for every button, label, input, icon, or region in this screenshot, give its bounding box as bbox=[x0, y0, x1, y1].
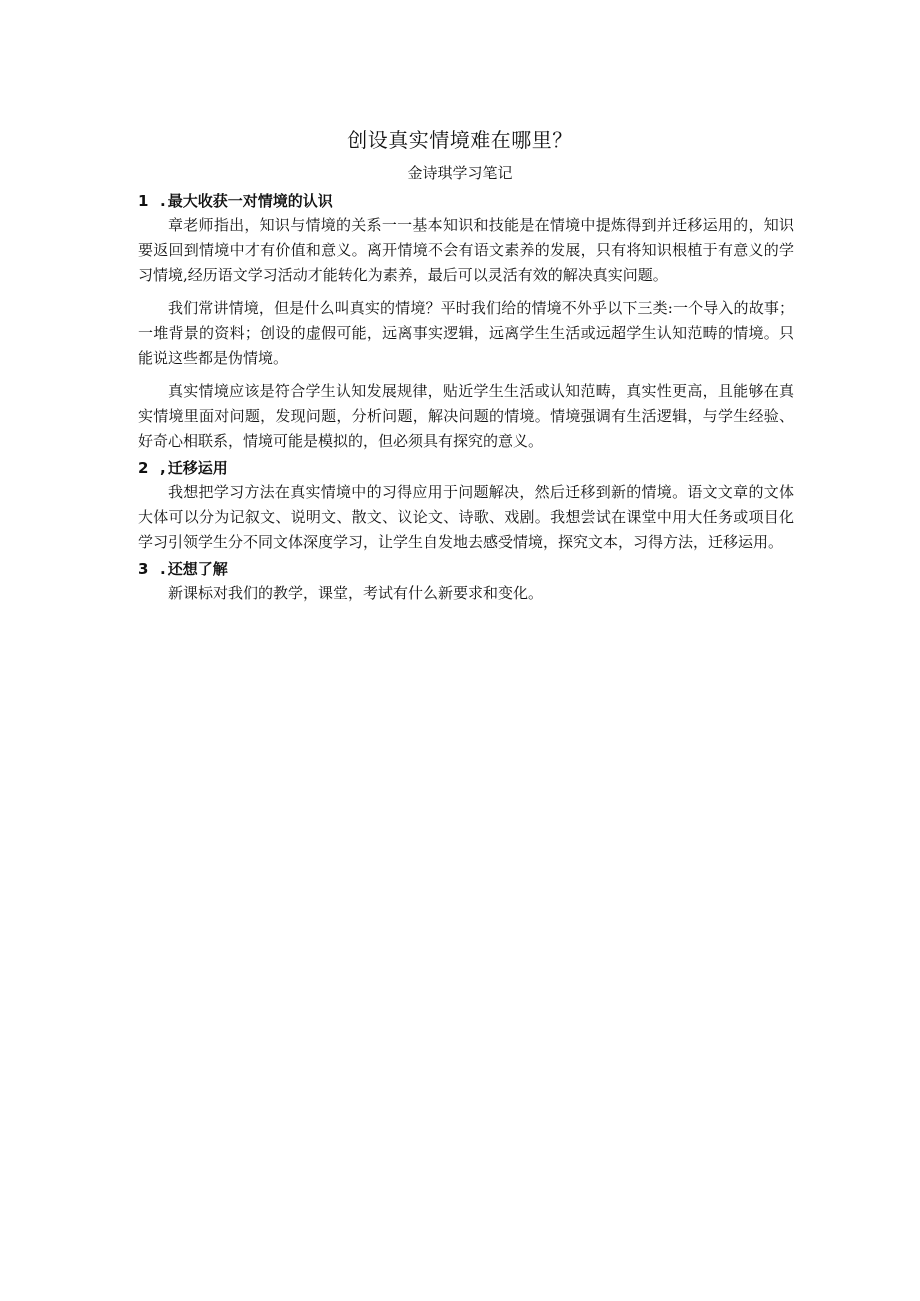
section-2-heading bbox=[138, 456, 794, 480]
document-body bbox=[138, 189, 794, 614]
section-2-separator: , bbox=[160, 459, 166, 477]
section-3-paragraph-1: 新课标对我们的教学，课堂，考试有什么新要求和变化。 bbox=[168, 584, 544, 602]
section-3-title: 还想了解 bbox=[167, 560, 228, 578]
section-1-paragraph-2: 我们常讲情境，但是什么叫真实的情境？平时我们给的情境不外乎以下三类:一个导入的故事；一堆背景的资料；创设的虚假可能，远离事实逻辑，远离学生生活或远超学生认知范畴的情境。只能说这些都是伪情境。 bbox=[138, 299, 794, 367]
section-2-number: 2 bbox=[138, 459, 149, 477]
section-1-separator: . bbox=[160, 192, 166, 210]
section-2-paragraph-1: 我想把学习方法在真实情境中的习得应用于问题解决，然后迁移到新的情境。语文文章的文体大体可以分为记叙文、说明文、散文、议论文、诗歌、戏剧。我想尝试在课堂中用大任务或项目化学习引领学生分不同文体深度学习，让学生自发地去感受情境，探究文本，习得方法，迁移运用。 bbox=[138, 483, 794, 551]
document-title: 创设真实情境难在哪里？ bbox=[347, 128, 573, 152]
section-3-heading bbox=[138, 557, 794, 581]
section-1-number: 1 bbox=[138, 192, 149, 210]
section-1-paragraph-1: 章老师指出，知识与情境的关系一一基本知识和技能是在情境中提炼得到并迁移运用的，知识要返回到情境中才有价值和意义。离开情境不会有语文素养的发展，只有将知识根植于有意义的学习情境,经历语文学习活动才能转化为素养，最后可以灵活有效的解决真实问题。 bbox=[138, 216, 794, 284]
document-author: 金诗琪学习笔记 bbox=[407, 164, 513, 182]
section-3-separator: . bbox=[160, 560, 166, 578]
section-1-paragraph-3: 真实情境应该是符合学生认知发展规律，贴近学生生活或认知范畴，真实性更高，且能够在真实情境里面对问题，发现问题，分析问题，解决问题的情境。情境强调有生活逻辑，与学生经验、好奇心相联系，情境可能是模拟的，但必须具有探究的意义。 bbox=[138, 382, 794, 450]
section-1-title: 最大收获一对情境的认识 bbox=[167, 192, 333, 210]
section-2-title: 迁移运用 bbox=[167, 459, 228, 477]
section-3-number: 3 bbox=[138, 560, 149, 578]
section-1-heading bbox=[138, 189, 794, 213]
